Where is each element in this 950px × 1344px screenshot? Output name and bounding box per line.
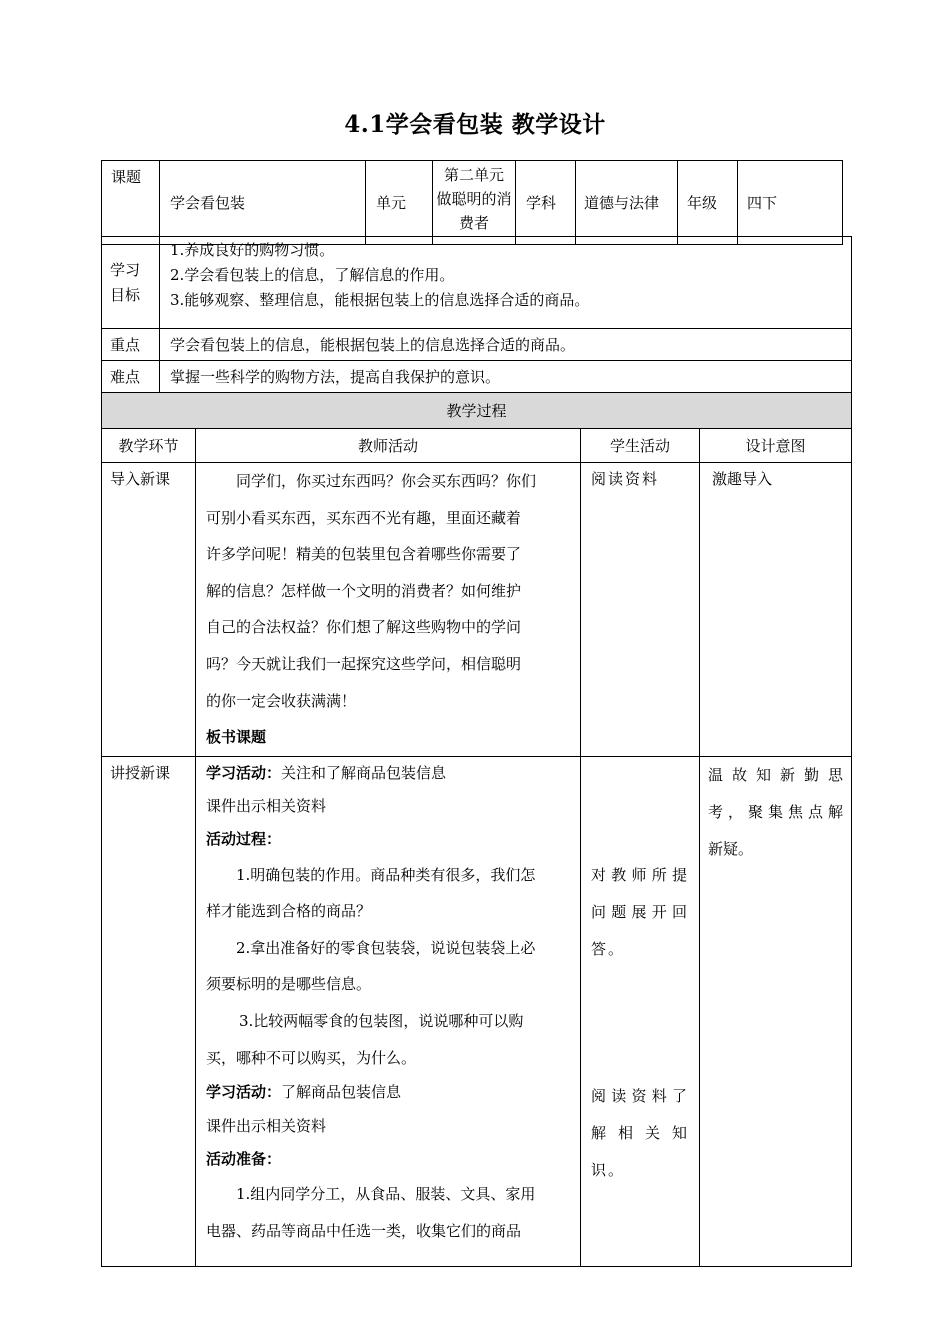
student-activity-intro: 阅读资料 bbox=[581, 463, 700, 757]
topic-label: 课题 bbox=[102, 161, 160, 245]
topic-value: 学会看包装 bbox=[160, 161, 366, 245]
teacher-activity-teach: 学习活动：关注和了解商品包装信息 课件出示相关资料 活动过程： 1.明确包装的作用。商品种类有很多，我们怎 样才能选到合格的商品？ 2.拿出准备好的零食包装袋，说说包装袋上必 须要标明的是哪些信息。 3.比较两幅零食的包装图，说说哪种可以购 买，哪种不可以购买，为什么。 学习活动：了解商品包装信息 课件出示相关资料 活动准备： 1.组内同学分工，从食品、服装、文具、家用 电器、药品等商品中任选一类，收集它们的商品 bbox=[196, 756, 581, 1266]
stage-teach: 讲授新课 bbox=[102, 756, 196, 1266]
process-header: 教学过程 bbox=[102, 393, 852, 429]
column-header-student: 学生活动 bbox=[581, 429, 700, 463]
goals-list bbox=[160, 237, 852, 329]
difficulty-label: 难点 bbox=[102, 361, 160, 393]
goal-item: 3.能够观察、整理信息，能根据包装上的信息选择合适的商品。 bbox=[170, 291, 590, 309]
column-header-teacher: 教师活动 bbox=[196, 429, 581, 463]
course-info-table bbox=[101, 160, 843, 245]
unit-label: 单元 bbox=[366, 161, 433, 245]
goals-label: 学习 目标 bbox=[102, 237, 160, 329]
table-row bbox=[102, 463, 852, 757]
goal-item: 1.养成良好的购物习惯。 bbox=[170, 241, 335, 259]
subject-value: 道德与法律 bbox=[576, 161, 678, 245]
column-header-intent: 设计意图 bbox=[700, 429, 852, 463]
process-table bbox=[101, 428, 852, 1267]
table-row bbox=[102, 756, 852, 1266]
subject-label: 学科 bbox=[516, 161, 576, 245]
key-point-text: 学会看包装上的信息，能根据包装上的信息选择合适的商品。 bbox=[160, 329, 852, 361]
grade-label: 年级 bbox=[678, 161, 738, 245]
student-activity-teach: 对教师所提 问题展开回 答。 阅读资料了 解相关知 识。 bbox=[581, 756, 700, 1266]
intent-teach: 温故知新勤思 考，聚集焦点解 新疑。 bbox=[700, 756, 852, 1266]
goals-table bbox=[101, 236, 852, 429]
unit-value: 第二单元 做聪明的消 费者 bbox=[433, 161, 516, 245]
goal-item: 2.学会看包装上的信息，了解信息的作用。 bbox=[170, 266, 455, 284]
key-point-label: 重点 bbox=[102, 329, 160, 361]
teacher-activity-intro: 同学们，你买过东西吗？你会买东西吗？你们 可别小看买东西，买东西不光有趣，里面还藏着 许多学问呢！精美的包装里包含着哪些你需要了 解的信息？怎样做一个文明的消费者？如何维护 自己的合法权益？你们想了解这些购物中的学问 吗？今天就让我们一起探究这些学问，相信聪明 的你一定会收获满满！ 板书课题 bbox=[196, 463, 581, 757]
grade-value: 四下 bbox=[738, 161, 843, 245]
document-title: 4.1学会看包装 教学设计 bbox=[344, 111, 606, 138]
stage-intro: 导入新课 bbox=[102, 463, 196, 757]
difficulty-text: 掌握一些科学的购物方法，提高自我保护的意识。 bbox=[160, 361, 852, 393]
column-header-stage: 教学环节 bbox=[102, 429, 196, 463]
intent-intro: 激趣导入 bbox=[700, 463, 852, 757]
